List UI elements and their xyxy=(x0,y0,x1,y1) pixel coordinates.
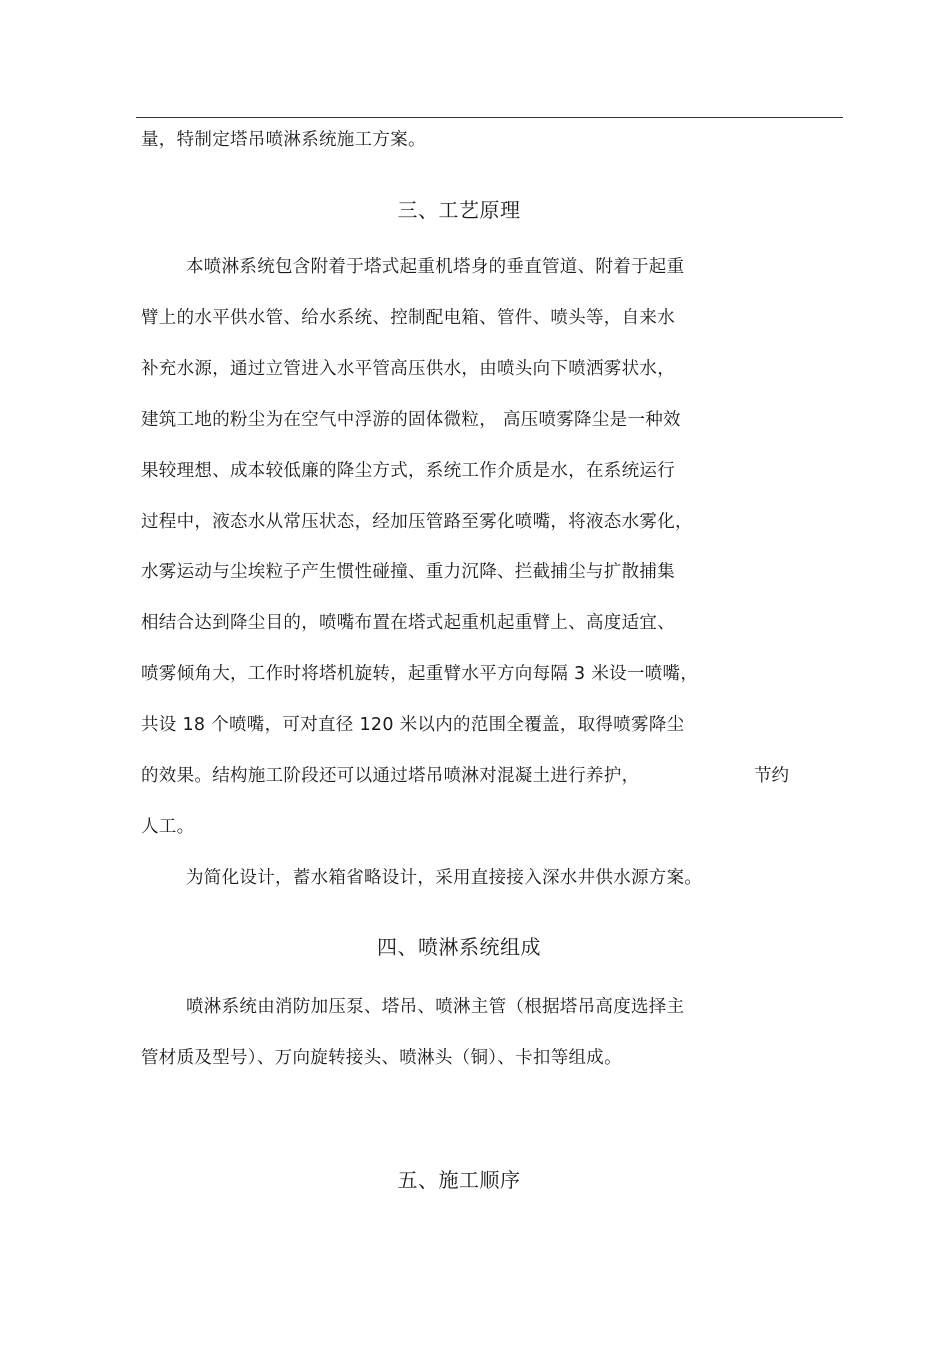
section-3-line: 臂上的水平供水管、给水系统、控制配电箱、管件、喷头等，自来水 xyxy=(141,308,675,328)
section-3-line: 的效果。结构施工阶段还可以通过塔吊喷淋对混凝土进行养护， xyxy=(141,766,640,786)
section-3-line: 过程中，液态水从常压状态，经加压管路至雾化喷嘴，将液态水雾化， xyxy=(141,512,693,532)
section-3-line: 建筑工地的粉尘为在空气中浮游的固体微粒， 高压喷雾降尘是一种效 xyxy=(141,410,681,430)
section-4-heading: 四、喷淋系统组成 xyxy=(377,935,541,959)
section-3-line: 本喷淋系统包含附着于塔式起重机塔身的垂直管道、附着于起重 xyxy=(186,257,685,277)
section-3-paragraph-2: 为简化设计，蓄水箱省略设计，采用直接接入深水井供水源方案。 xyxy=(186,868,703,888)
header-rule xyxy=(136,117,843,118)
section-5-heading: 五、施工顺序 xyxy=(397,1168,521,1192)
section-3-line: 水雾运动与尘埃粒子产生惯性碰撞、重力沉降、拦截捕尘与扩散捕集 xyxy=(141,562,675,582)
section-3-line: 共设 18 个喷嘴，可对直径 120 米以内的范围全覆盖，取得喷雾降尘 xyxy=(141,715,685,735)
section-4-line: 喷淋系统由消防加压泵、塔吊、喷淋主管（根据塔吊高度选择主 xyxy=(186,997,685,1017)
section-3-line: 喷雾倾角大，工作时将塔机旋转，起重臂水平方向每隔 3 米设一喷嘴， xyxy=(141,664,699,684)
intro-line: 量，特制定塔吊喷淋系统施工方案。 xyxy=(141,130,426,150)
section-3-line: 补充水源，通过立管进入水平管高压供水，由喷头向下喷洒雾状水， xyxy=(141,359,675,379)
section-3-line: 相结合达到降尘目的，喷嘴布置在塔式起重机起重臂上、高度适宜、 xyxy=(141,613,675,633)
section-3-gap-word: 节约 xyxy=(754,766,789,786)
section-3-line: 果较理想、成本较低廉的降尘方式，系统工作介质是水，在系统运行 xyxy=(141,461,675,481)
section-4-line: 管材质及型号）、万向旋转接头、喷淋头（铜）、卡扣等组成。 xyxy=(141,1048,622,1068)
section-3-heading: 三、工艺原理 xyxy=(397,198,521,222)
section-3-line: 人工。 xyxy=(141,817,195,837)
